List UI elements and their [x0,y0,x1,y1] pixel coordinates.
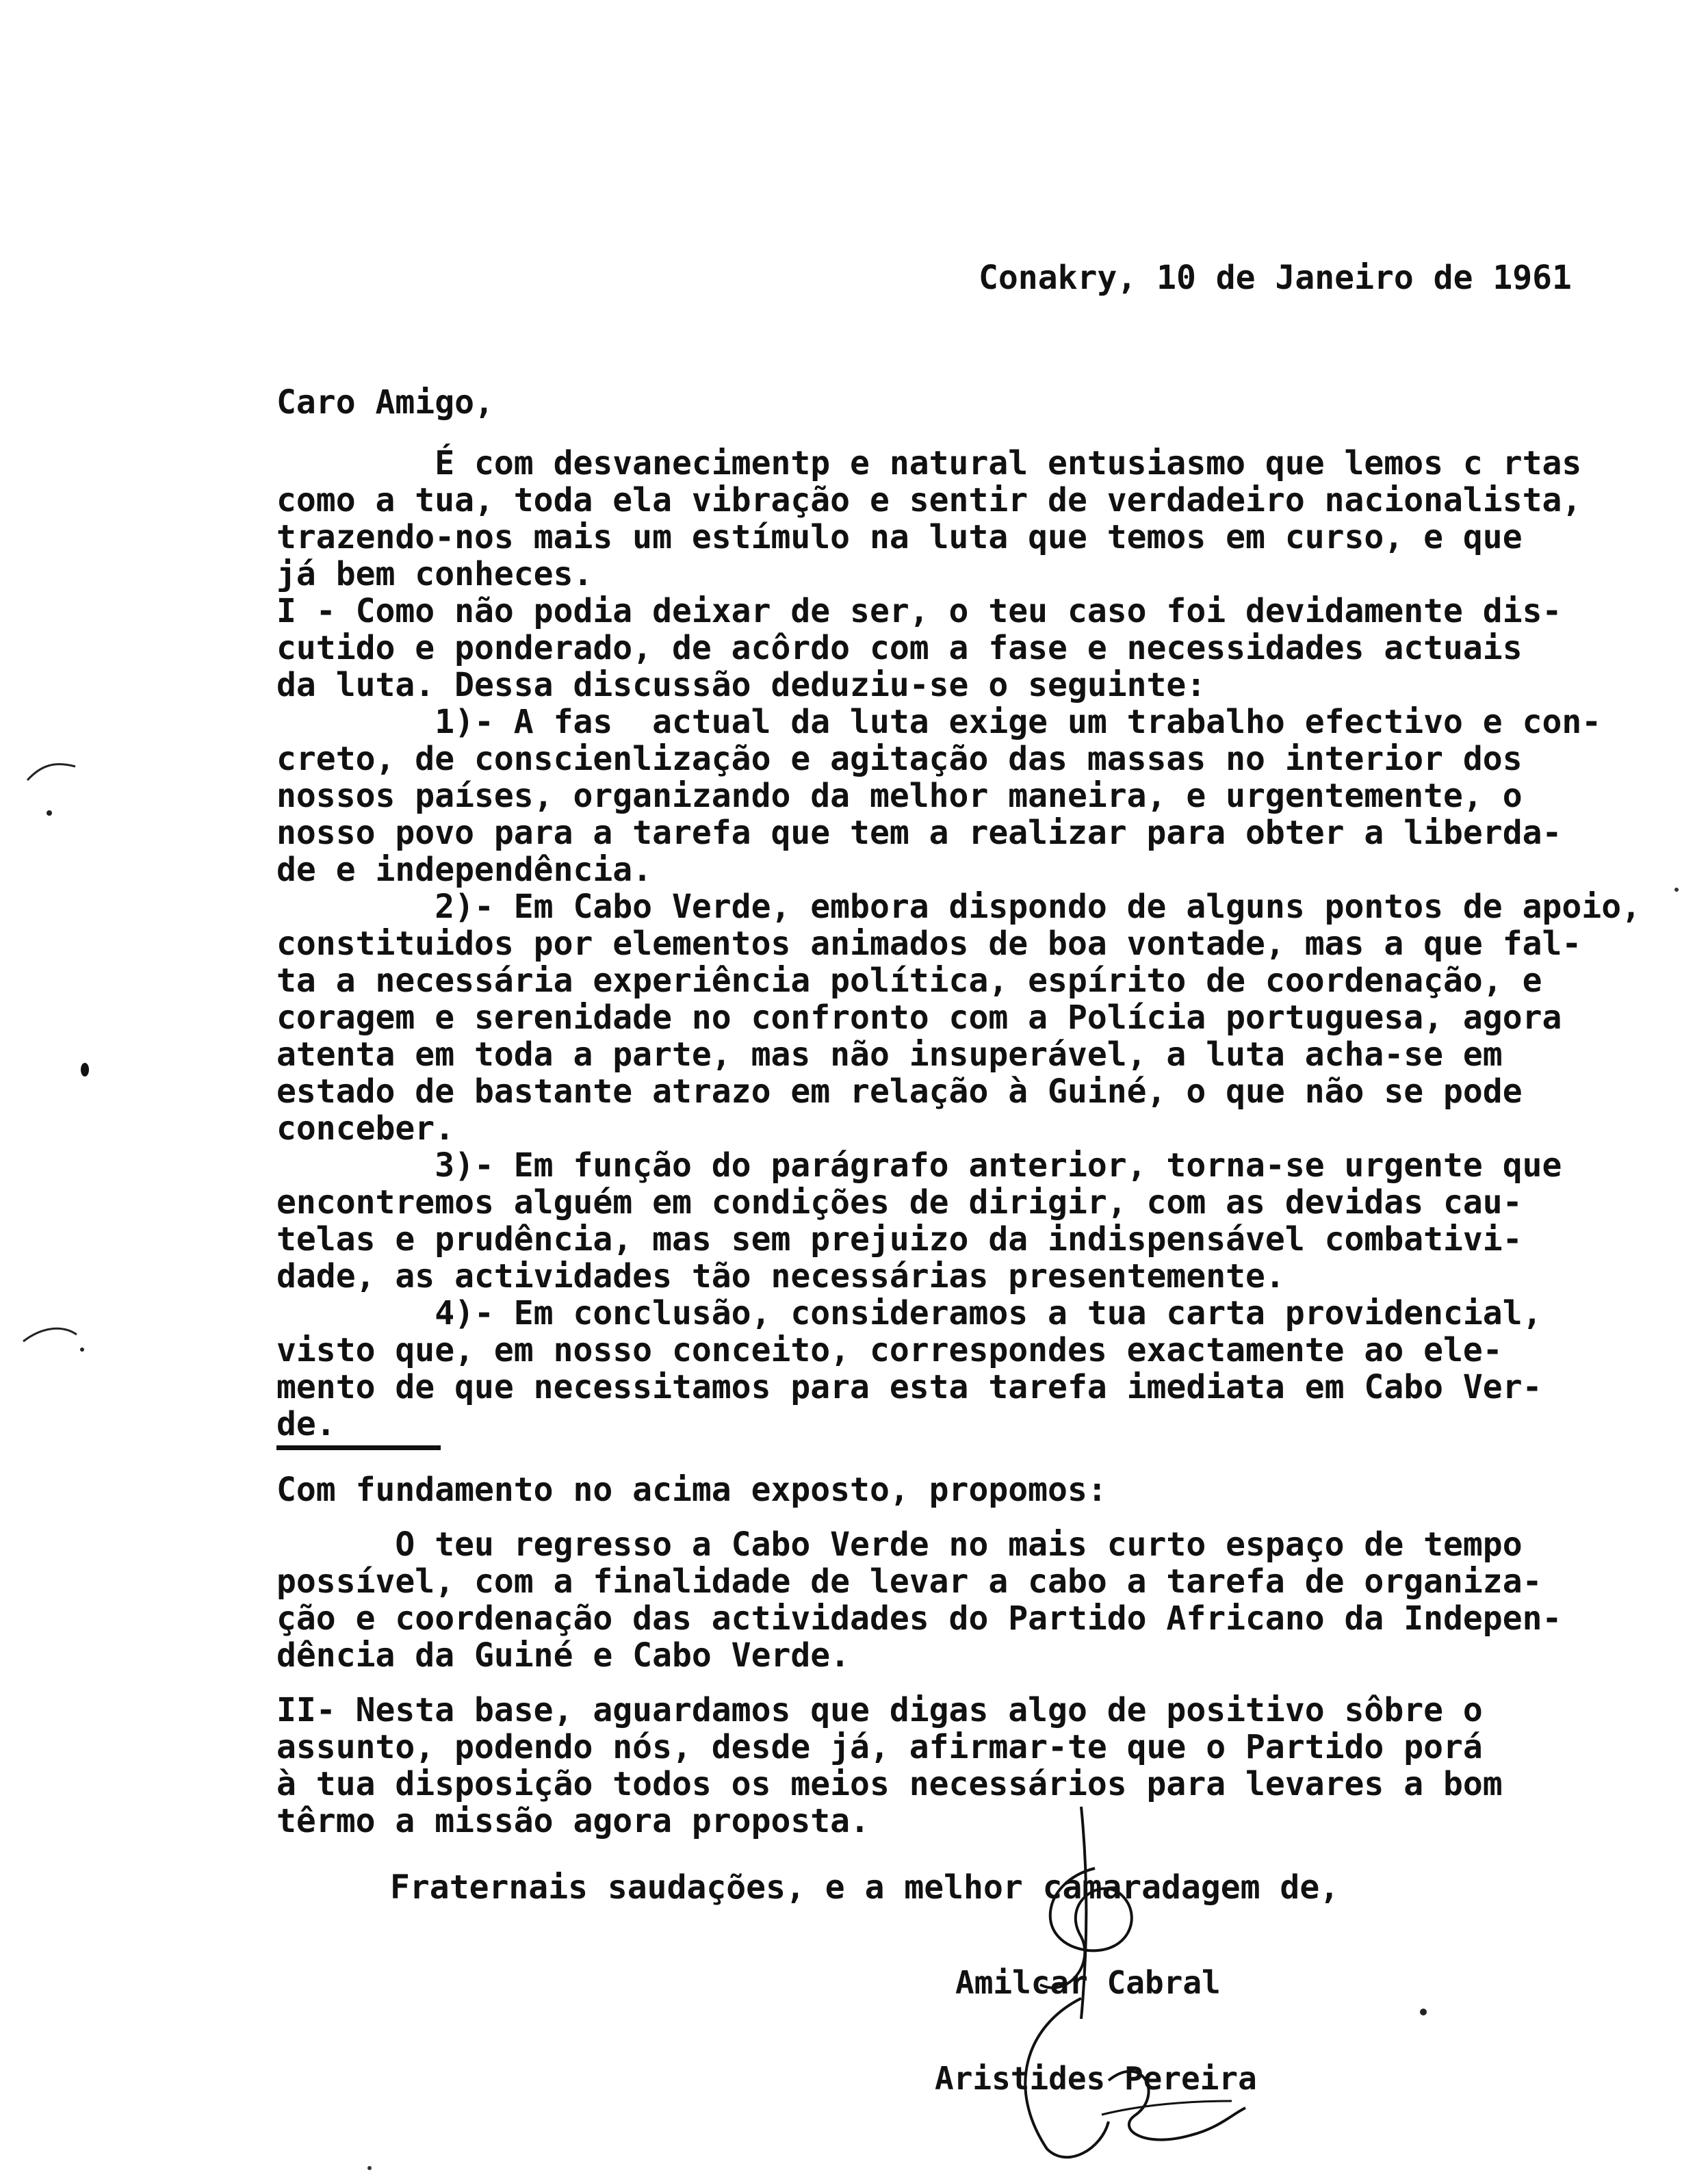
closing-line: Fraternais saudações, e a melhor camaradagem de, [390,1868,1340,1907]
body-line: como a tua, toda ela vibração e sentir de verdadeiro nacionalista, [276,481,1582,519]
body-line: É com desvanecimentp e natural entusiasmo que lemos c rtas [276,444,1582,482]
body-line: nossos países, organizando da melhor maneira, e urgentemente, o [276,777,1523,815]
body-line: atenta em toda a parte, mas não insuperável, a luta acha-se em [276,1035,1503,1074]
proposal-line: assunto, podendo nós, desde já, afirmar-te que o Partido porá [276,1728,1483,1766]
body-line: 2)- Em Cabo Verde, embora dispondo de alguns pontos de apoio, [276,888,1641,926]
body-line: mento de que necessitamos para esta tarefa imediata em Cabo Ver- [276,1368,1542,1406]
body-line: telas e prudência, mas sem prejuizo da indispensável combativi- [276,1220,1523,1259]
body-line: de e independência. [276,851,653,889]
proposal-line: ção e coordenação das actividades do Partido Africano da Indepen- [276,1599,1562,1638]
body-line: nosso povo para a tarefa que tem a realizar para obter a liberda- [276,814,1562,852]
body-line: já bem conheces. [276,555,593,593]
body-line: 1)- A fas actual da luta exige um trabalho efectivo e con- [276,703,1602,741]
body-line: visto que, em nosso conceito, correspondes exactamente ao ele- [276,1331,1503,1369]
body-line: coragem e serenidade no confronto com a Polícia portuguesa, agora [276,998,1562,1037]
proposal-line: à tua disposição todos os meios necessários para levares a bom [276,1765,1503,1803]
body-line: encontremos alguém em condições de dirigir, com as devidas cau- [276,1183,1523,1222]
body-line: ta a necessária experiência política, espírito de coordenação, e [276,962,1542,1000]
body-line: da luta. Dessa discussão deduziu-se o seguinte: [276,666,1206,704]
signatory-1: Amilcar Cabral [955,1964,1221,2001]
proposal-line: Com fundamento no acima exposto, propomos: [276,1471,1107,1509]
proposal-line: II- Nesta base, aguardamos que digas algo de positivo sôbre o [276,1691,1483,1729]
body-line: trazendo-nos mais um estímulo na luta que temos em curso, e que [276,518,1523,556]
body-line: estado de bastante atrazo em relação à Guiné, o que não se pode [276,1072,1523,1111]
proposal-line: possível, com a finalidade de levar a cabo a tarefa de organiza- [276,1562,1542,1601]
signatory-2: Aristides Pereira [935,2060,1257,2097]
body-line: dade, as actividades tão necessárias presentemente. [276,1257,1285,1295]
body-line: de. [276,1405,336,1443]
body-line: 4)- Em conclusão, consideramos a tua carta providencial, [276,1294,1542,1332]
body-line: I - Como não podia deixar de ser, o teu caso foi devidamente dis- [276,592,1562,630]
proposal-line: O teu regresso a Cabo Verde no mais curto espaço de tempo [276,1525,1523,1564]
proposal-line: dência da Guiné e Cabo Verde. [276,1636,851,1675]
body-line: conceber. [276,1109,455,1148]
body-line: creto, de conscienlização e agitação das massas no interior dos [276,740,1523,778]
body-line: constituidos por elementos animados de boa vontade, mas a que fal- [276,925,1582,963]
letter-date: Conakry, 10 de Janeiro de 1961 [979,259,1572,297]
body-line: 3)- Em função do parágrafo anterior, torna-se urgente que [276,1146,1562,1185]
salutation: Caro Amigo, [276,383,494,422]
body-line: cutido e ponderado, de acôrdo com a fase e necessidades actuais [276,629,1523,667]
proposal-line: têrmo a missão agora proposta. [276,1802,870,1840]
